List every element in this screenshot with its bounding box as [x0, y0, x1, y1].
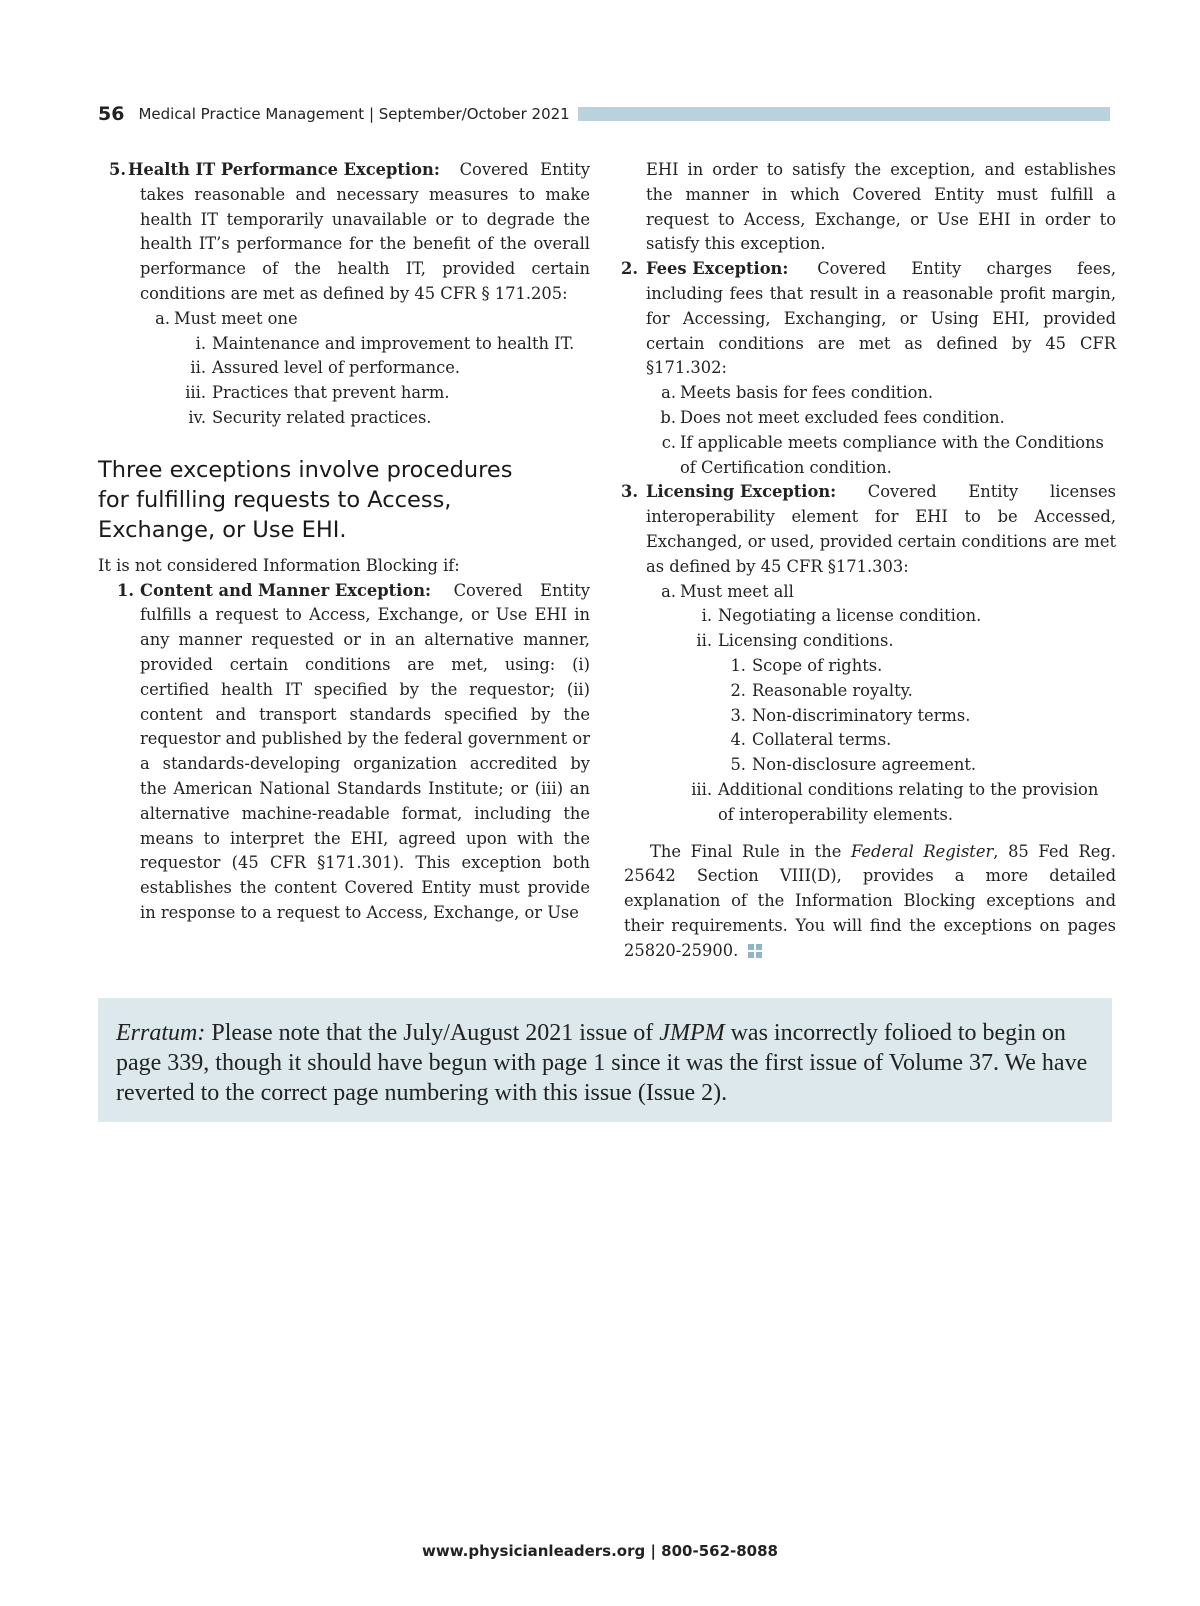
roman-item: i. Negotiating a license condition.: [701, 606, 982, 626]
item-label: Content and Manner Exception:: [140, 580, 432, 600]
erratum-label: Erratum:: [116, 1020, 206, 1046]
section-heading: Three exceptions involve procedures for fulfilling requests to Access, Exchange, or Use EHI.: [98, 456, 513, 543]
exception-item-3: [621, 480, 1116, 579]
sub-item: c. If applicable meets compliance with the Conditions of Certification condition.: [661, 432, 1104, 477]
roman-item: ii. Assured level of performance.: [190, 358, 461, 378]
roman-item: i. Maintenance and improvement to health IT.: [195, 333, 575, 353]
item-text: Covered Entity fulfills a request to Access, Exchange, or Use EHI in any manner requested or in an alternative manner, provided certain conditions are met, using: (i) certified health IT specified by the requestor; (ii) content and transport standards specified by the requestor and published by the federal government or a standards-developing organization accredited by the American National Standards Institute; or (iii) an alternative machine-readable format, including the means to interpret the EHI, agreed upon with the requestor (45 CFR §171.301). This exception both establishes the content Covered Entity must provide in response to a request to Access, Exchange, or Use: [140, 580, 590, 922]
item-label: Fees Exception:: [646, 259, 789, 279]
page-footer: www.physicianleaders.org | 800-562-8088: [422, 1542, 778, 1560]
page-header: [98, 101, 1110, 127]
item-text: Covered Entity licenses interoperability element for EHI to be Accessed, Exchanged, or used, provided certain conditions are met as defined by 45 CFR §171.303:: [646, 482, 1116, 576]
item-text: Covered Entity takes reasonable and necessary measures to make health IT temporarily unavailable or to degrade the health IT’s performance for the benefit of the overall performance of the health IT, provided certain conditions are met as defined by 45 CFR § 171.205:: [140, 160, 590, 303]
numbered-item: 1. Scope of rights.: [730, 655, 883, 675]
sub-item: a. Must meet one: [155, 308, 298, 328]
numbered-item: 4. Collateral terms.: [730, 730, 892, 750]
sub-item: a. Must meet all: [661, 581, 794, 601]
left-column: [98, 158, 590, 926]
exception-item-2: [621, 257, 1116, 381]
journal-name: JMPM: [659, 1020, 725, 1046]
item-label: Licensing Exception:: [646, 482, 837, 502]
list-marker: 5.: [109, 160, 126, 179]
header-accent-bar: [578, 107, 1110, 121]
closing-paragraph: The Final Rule in the Federal Register, 85 Fed Reg. 25642 Section VIII(D), provides a more detailed explanation of the Information Blocking exceptions and their requirements. You will find the exceptions on pages 25820-25900.: [624, 841, 1117, 960]
page-number: 56: [98, 103, 125, 125]
list-marker: 3.: [621, 482, 638, 502]
exception-item-1-continued: EHI in order to satisfy the exception, and establishes the manner in which Covered Entity must fulfill a request to Access, Exchange, or Use EHI in order to satisfy this exception.: [646, 160, 1116, 254]
list-marker: 2.: [621, 259, 638, 279]
intro-text: It is not considered Information Blocking if:: [98, 555, 460, 575]
running-head: Medical Practice Management | September/October 2021: [138, 105, 570, 123]
roman-item: iv. Security related practices.: [188, 407, 432, 427]
item-text: Covered Entity charges fees, including fees that result in a reasonable profit margin, for Accessing, Exchanging, or Using EHI, provided certain conditions are met as defined by 45 CFR §171.302:: [646, 259, 1116, 378]
right-column: [621, 158, 1117, 964]
roman-item: iii. Practices that prevent harm.: [185, 383, 450, 403]
exception-item-1: [98, 579, 590, 926]
end-mark-icon: [748, 944, 762, 958]
sub-item: a. Meets basis for fees condition.: [661, 383, 934, 403]
numbered-item: 3. Non-discriminatory terms.: [730, 705, 971, 725]
list-marker: 1.: [117, 580, 134, 600]
exception-item-5: [98, 158, 590, 307]
item-label: Health IT Performance Exception:: [128, 160, 440, 179]
numbered-item: 2. Reasonable royalty.: [730, 680, 913, 700]
erratum-box: Erratum: Please note that the July/August 2021 issue of JMPM was incorrectly folioed to begin on page 339, though it should have begun with page 1 since it was the first issue of Volume 37. We have reverted to the correct page numbering with this issue (Issue 2).: [98, 998, 1112, 1122]
roman-item: iii. Additional conditions relating to the provision of interoperability elements.: [691, 779, 1099, 824]
roman-item: ii. Licensing conditions.: [696, 631, 894, 651]
numbered-item: 5. Non-disclosure agreement.: [730, 755, 977, 775]
sub-item: b. Does not meet excluded fees condition.: [660, 407, 1005, 427]
